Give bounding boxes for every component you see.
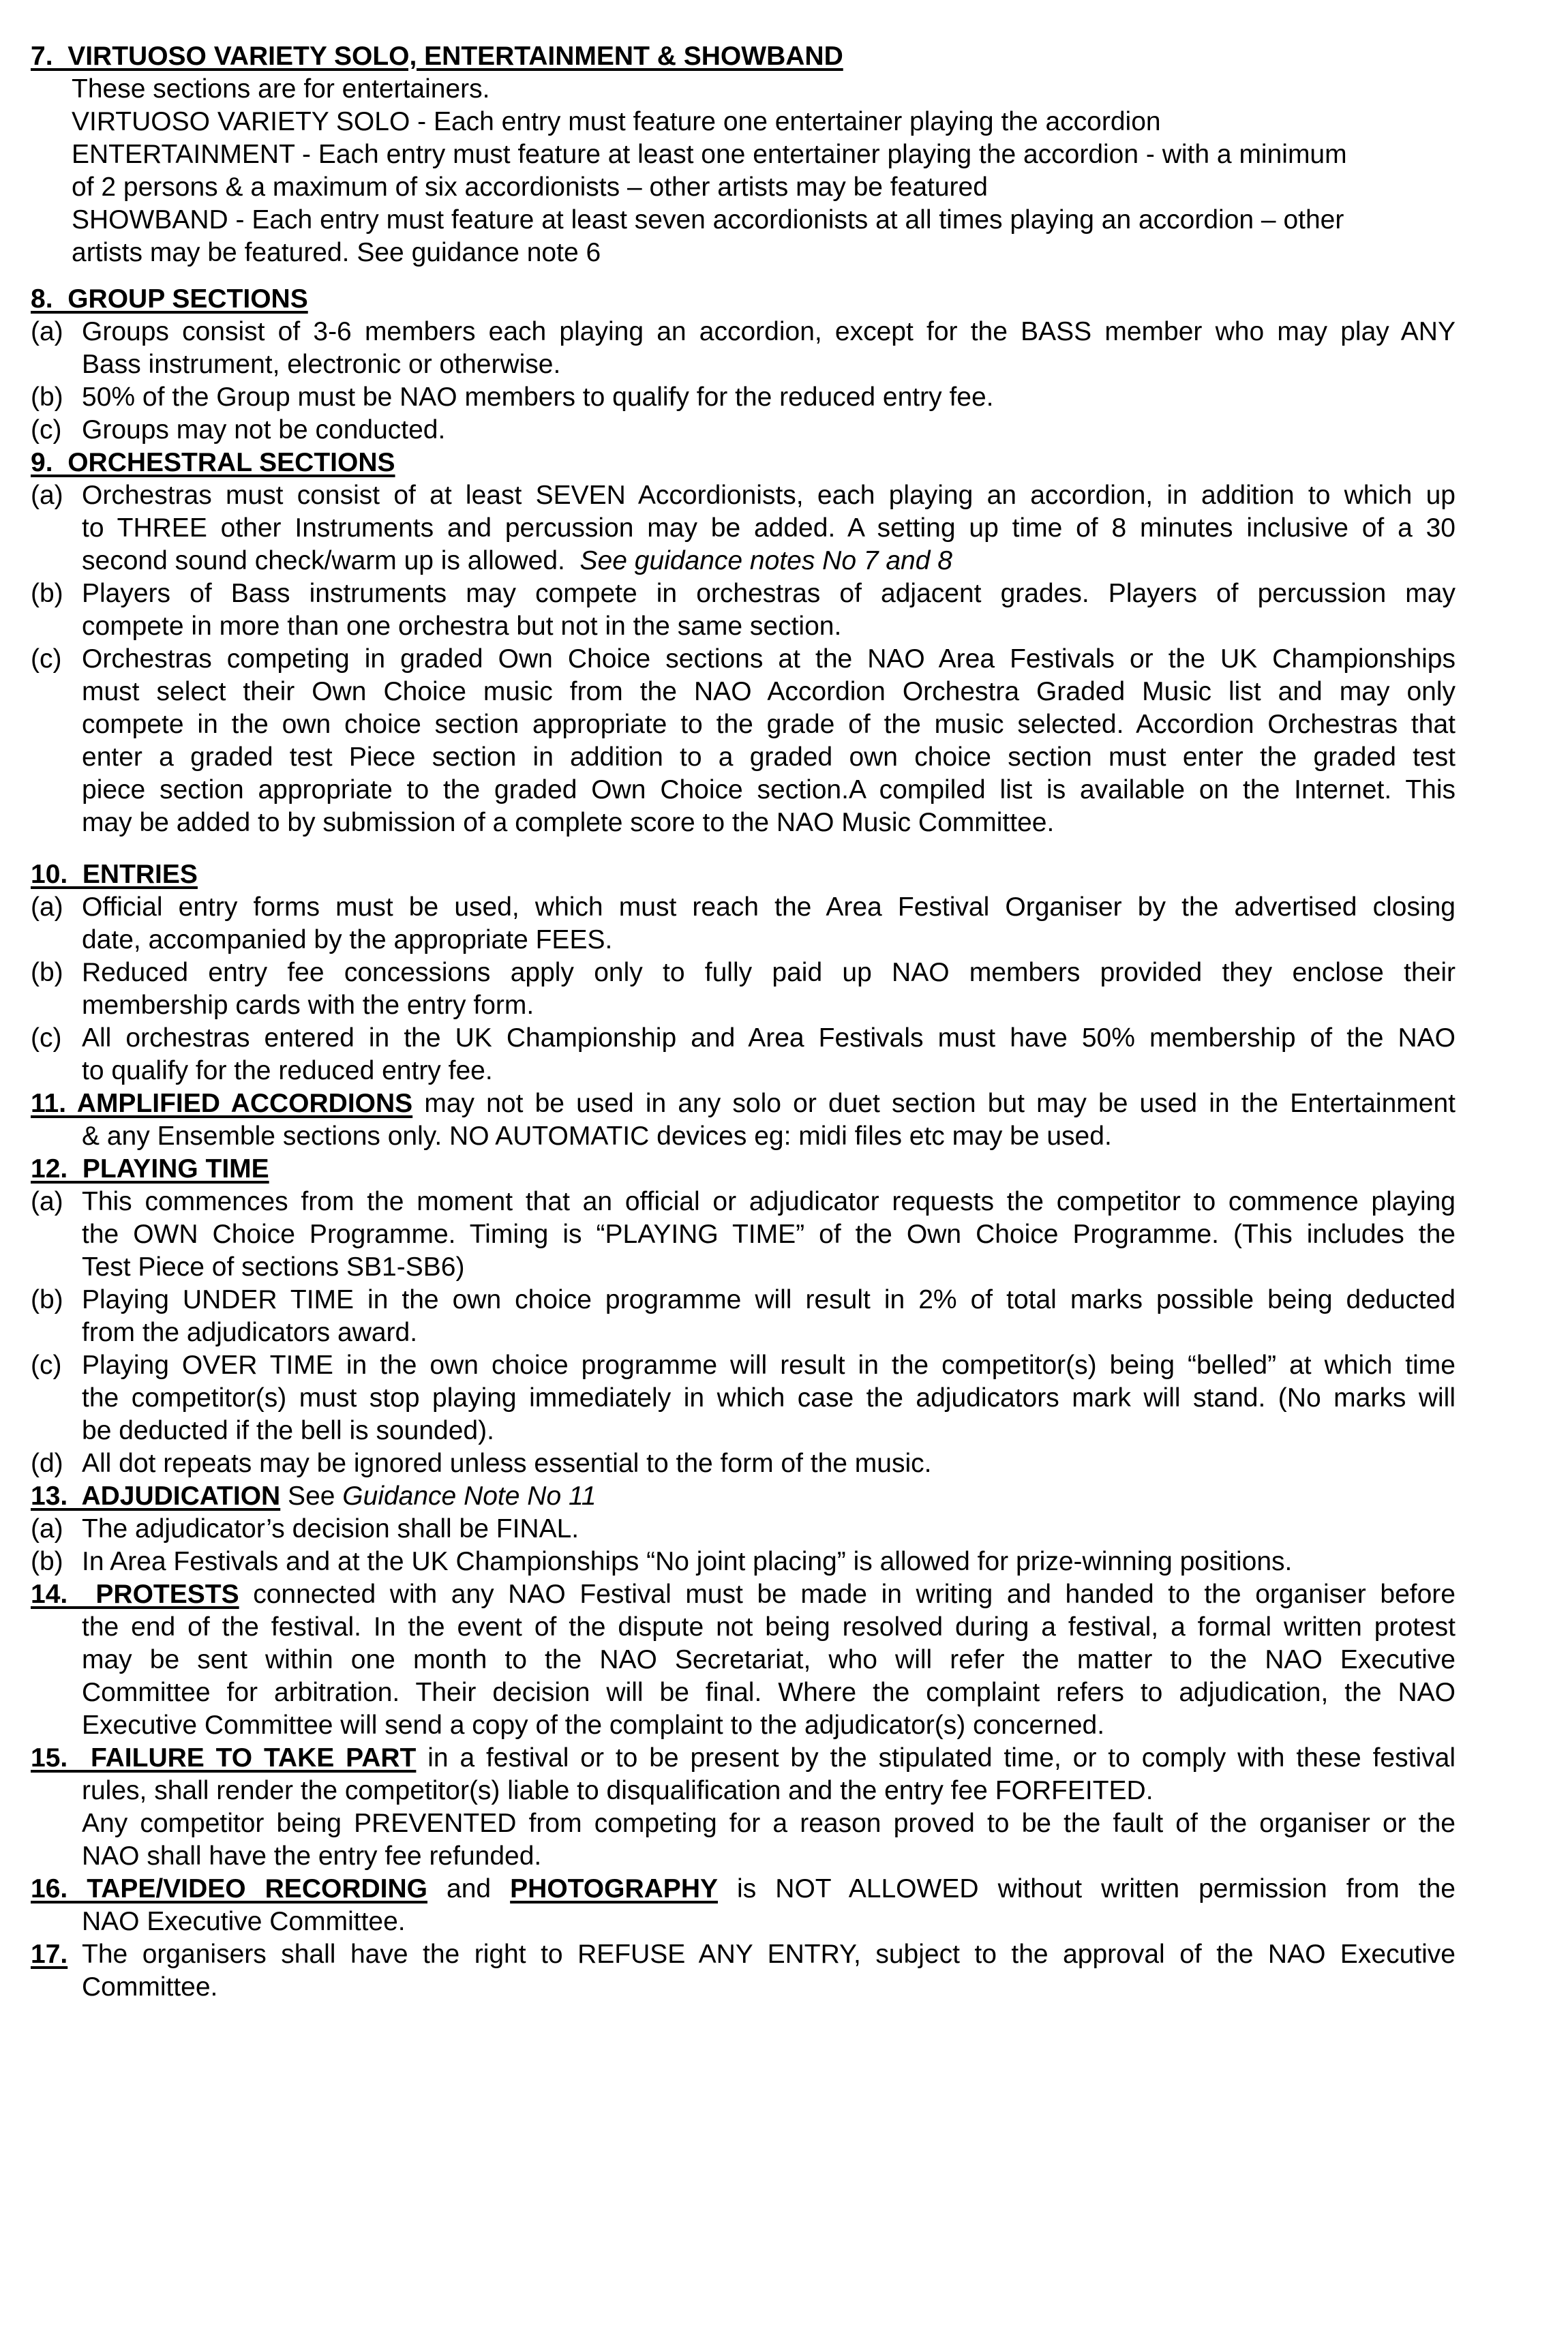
item-label: (c) bbox=[31, 1023, 62, 1053]
item-text-continued: membership cards with the entry form. bbox=[82, 991, 534, 1020]
section-13-heading: 13. ADJUDICATION bbox=[31, 1481, 281, 1511]
section-15-heading: 15. FAILURE TO TAKE PART bbox=[31, 1743, 417, 1773]
section-7-line: artists may be featured. See guidance note 6 bbox=[72, 238, 601, 267]
list-item bbox=[31, 381, 1456, 414]
item-label: (d) bbox=[31, 1449, 63, 1478]
section-8-heading: 8. GROUP SECTIONS bbox=[31, 284, 308, 314]
item-text: This commences from the moment that an official or adjudicator requests the competitor to commence playing bbox=[82, 1187, 1456, 1216]
list-item bbox=[31, 1349, 1456, 1382]
document-page bbox=[31, 40, 1456, 2004]
section-11-heading: 11. AMPLIFIED ACCORDIONS bbox=[31, 1089, 413, 1118]
section-14 bbox=[31, 1578, 1456, 1742]
section-16-text-continued: NAO Executive Committee. bbox=[82, 1907, 406, 1936]
section-15 bbox=[31, 1742, 1456, 1873]
item-label: (b) bbox=[31, 1285, 63, 1314]
section-7-line: VIRTUOSO VARIETY SOLO - Each entry must feature one entertainer playing the accordion bbox=[72, 107, 1161, 136]
section-15-text-continued: Any competitor being PREVENTED from competing for a reason proved to be the fault of the organiser or the bbox=[82, 1809, 1456, 1838]
item-text-continued: Bass instrument, electronic or otherwise. bbox=[82, 350, 561, 379]
section-7-heading: 7. VIRTUOSO VARIETY SOLO, ENTERTAINMENT & SHOWBAND bbox=[31, 42, 843, 71]
item-text: Players of Bass instruments may compete in orchestras of adjacent grades. Players of percussion may bbox=[82, 579, 1456, 608]
item-label: (b) bbox=[31, 579, 63, 608]
item-text: Groups consist of 3-6 members each playing an accordion, except for the BASS member who may play ANY bbox=[82, 317, 1456, 346]
item-text-continued: compete in more than one orchestra but not in the same section. bbox=[82, 612, 842, 641]
list-item bbox=[31, 1447, 1456, 1480]
section-16-heading: 16. TAPE/VIDEO RECORDING bbox=[31, 1874, 427, 1903]
section-14-text-continued: the end of the festival. In the event of the dispute not being resolved during a festival, a formal written protest bbox=[82, 1612, 1456, 1642]
item-text: 50% of the Group must be NAO members to qualify for the reduced entry fee. bbox=[82, 382, 994, 412]
list-item bbox=[31, 891, 1456, 924]
item-text-continued: Test Piece of sections SB1-SB6) bbox=[82, 1252, 465, 1282]
item-label: (c) bbox=[31, 1351, 62, 1380]
item-text-continued: must select their Own Choice music from the NAO Accordion Orchestra Graded Music list and may only bbox=[82, 677, 1456, 706]
item-text: second sound check/warm up is allowed. bbox=[82, 546, 580, 575]
item-text: Playing UNDER TIME in the own choice programme will result in 2% of total marks possible being deducted bbox=[82, 1285, 1456, 1314]
section-17 bbox=[31, 1938, 1456, 2004]
section-10 bbox=[31, 858, 1456, 1087]
item-text: All dot repeats may be ignored unless essential to the form of the music. bbox=[82, 1449, 932, 1478]
list-item bbox=[31, 643, 1456, 676]
section-17-text: The organisers shall have the right to REFUSE ANY ENTRY, subject to the approval of the NAO Executive bbox=[67, 1940, 1456, 1969]
section-7-line: SHOWBAND - Each entry must feature at least seven accordionists at all times playing an accordion – other bbox=[72, 205, 1344, 235]
item-text-continued bbox=[31, 545, 1456, 577]
section-16-and: and bbox=[427, 1874, 511, 1903]
section-15-text-continued: rules, shall render the competitor(s) liable to disqualification and the entry fee FORFEITED. bbox=[82, 1776, 1154, 1805]
section-12 bbox=[31, 1153, 1456, 1480]
item-label: (a) bbox=[31, 1187, 63, 1216]
item-label: (b) bbox=[31, 958, 63, 987]
section-13 bbox=[31, 1480, 1456, 1578]
item-text-continued: enter a graded test Piece section in addition to a graded own choice section must enter the graded test bbox=[82, 742, 1456, 772]
item-text: Orchestras must consist of at least SEVEN Accordionists, each playing an accordion, in addition to which up bbox=[82, 481, 1456, 510]
section-16-text: is NOT ALLOWED without written permission from the bbox=[718, 1874, 1456, 1903]
guidance-note-reference: Guidance Note No 11 bbox=[342, 1481, 597, 1511]
list-item bbox=[31, 957, 1456, 989]
item-text: Groups may not be conducted. bbox=[82, 415, 446, 445]
item-label: (a) bbox=[31, 317, 63, 346]
guidance-note-reference: See guidance notes No 7 and 8 bbox=[579, 546, 952, 575]
item-text: All orchestras entered in the UK Championship and Area Festivals must have 50% membership of the NAO bbox=[82, 1023, 1456, 1053]
item-text-continued: be deducted if the bell is sounded). bbox=[82, 1416, 494, 1445]
item-label: (b) bbox=[31, 1547, 63, 1576]
list-item bbox=[31, 1513, 1456, 1546]
item-text-continued: the OWN Choice Programme. Timing is “PLAYING TIME” of the Own Choice Programme. (This includes the bbox=[82, 1220, 1456, 1249]
item-text: In Area Festivals and at the UK Championships “No joint placing” is allowed for prize-winning positions. bbox=[82, 1547, 1293, 1576]
list-item bbox=[31, 1546, 1456, 1578]
list-item bbox=[31, 316, 1456, 348]
section-10-heading: 10. ENTRIES bbox=[31, 860, 198, 889]
section-16 bbox=[31, 1873, 1456, 1938]
section-14-heading: 14. PROTESTS bbox=[31, 1580, 239, 1609]
item-label: (c) bbox=[31, 644, 62, 674]
section-17-text-continued: Committee. bbox=[82, 1972, 218, 2002]
list-item bbox=[31, 414, 1456, 447]
section-13-see: See bbox=[280, 1481, 343, 1511]
section-12-heading: 12. PLAYING TIME bbox=[31, 1154, 269, 1184]
item-text: Orchestras competing in graded Own Choice sections at the NAO Area Festivals or the UK Championships bbox=[82, 644, 1456, 674]
item-label: (b) bbox=[31, 382, 63, 412]
item-label: (a) bbox=[31, 892, 63, 922]
item-text-continued: to qualify for the reduced entry fee. bbox=[82, 1056, 493, 1085]
section-7 bbox=[31, 40, 1456, 269]
section-7-line: ENTERTAINMENT - Each entry must feature at least one entertainer playing the accordion - with a minimum bbox=[72, 140, 1347, 169]
item-text-continued: to THREE other Instruments and percussion may be added. A setting up time of 8 minutes inclusive of a 30 bbox=[82, 513, 1456, 543]
section-7-line: of 2 persons & a maximum of six accordionists – other artists may be featured bbox=[72, 172, 988, 202]
section-8 bbox=[31, 283, 1456, 447]
list-item bbox=[31, 577, 1456, 610]
item-text-continued: the competitor(s) must stop playing immediately in which case the adjudicators mark will stand. (No marks will bbox=[82, 1383, 1456, 1413]
list-item bbox=[31, 1022, 1456, 1055]
list-item bbox=[31, 1186, 1456, 1218]
section-15-text-continued: NAO shall have the entry fee refunded. bbox=[82, 1841, 542, 1871]
section-14-text-continued: Committee for arbitration. Their decision will be final. Where the complaint refers to adjudication, the NAO bbox=[82, 1678, 1456, 1707]
section-7-line: These sections are for entertainers. bbox=[72, 74, 490, 104]
item-text: Official entry forms must be used, which must reach the Area Festival Organiser by the advertised closing bbox=[82, 892, 1456, 922]
list-item bbox=[31, 479, 1456, 512]
section-11-text: may not be used in any solo or duet section but may be used in the Entertainment bbox=[412, 1089, 1456, 1118]
list-item bbox=[31, 1284, 1456, 1316]
section-11 bbox=[31, 1087, 1456, 1153]
section-17-heading: 17. bbox=[31, 1940, 68, 1969]
item-text-continued: from the adjudicators award. bbox=[82, 1318, 418, 1347]
item-text-continued: may be added to by submission of a complete score to the NAO Music Committee. bbox=[82, 808, 1055, 837]
section-15-text: in a festival or to be present by the stipulated time, or to comply with these festival bbox=[416, 1743, 1456, 1773]
section-16-heading-photography: PHOTOGRAPHY bbox=[510, 1874, 718, 1903]
section-14-text-continued: may be sent within one month to the NAO Secretariat, who will refer the matter to the NAO Executive bbox=[82, 1645, 1456, 1674]
item-text-continued: piece section appropriate to the graded Own Choice section.A compiled list is available on the Internet. This bbox=[82, 775, 1456, 804]
item-text: Playing OVER TIME in the own choice programme will result in the competitor(s) being “belled” at which time bbox=[82, 1351, 1456, 1380]
section-9-heading: 9. ORCHESTRAL SECTIONS bbox=[31, 448, 395, 477]
item-label: (a) bbox=[31, 481, 63, 510]
section-14-text-continued: Executive Committee will send a copy of the complaint to the adjudicator(s) concerned. bbox=[82, 1711, 1105, 1740]
section-9 bbox=[31, 447, 1456, 839]
section-14-text: connected with any NAO Festival must be made in writing and handed to the organiser before bbox=[239, 1580, 1456, 1609]
item-text-continued: compete in the own choice section appropriate to the grade of the music selected. Accordion Orchestras that bbox=[82, 710, 1456, 739]
item-text: The adjudicator’s decision shall be FINAL. bbox=[82, 1514, 579, 1544]
item-label: (c) bbox=[31, 415, 62, 445]
section-11-text-continued: & any Ensemble sections only. NO AUTOMATIC devices eg: midi files etc may be used. bbox=[82, 1122, 1112, 1151]
item-text: Reduced entry fee concessions apply only to fully paid up NAO members provided they enclose their bbox=[82, 958, 1456, 987]
item-text-continued: date, accompanied by the appropriate FEES. bbox=[82, 925, 613, 954]
item-label: (a) bbox=[31, 1514, 63, 1544]
